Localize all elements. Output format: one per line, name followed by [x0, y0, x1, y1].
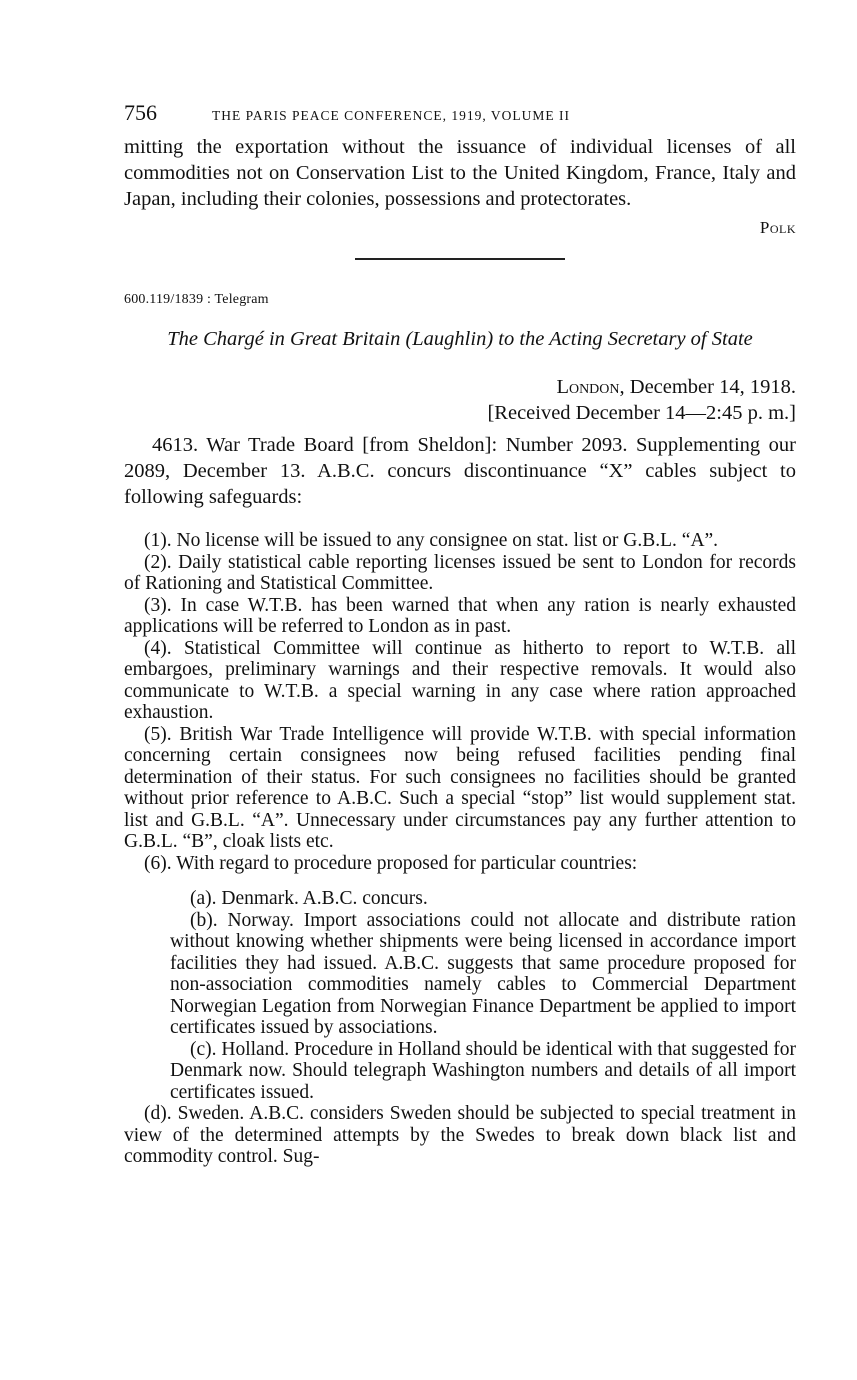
list-item: (2). Daily statistical cable reporting licenses issued be sent to London for records of Rationing and Statistical Committee.: [124, 551, 796, 594]
dateline: [124, 374, 796, 426]
running-head: THE PARIS PEACE CONFERENCE, 1919, VOLUME II: [212, 108, 571, 123]
list-item: (6). With regard to procedure proposed for particular countries:: [144, 852, 638, 874]
received-line: [Received December 14—2:45 p. m.]: [487, 401, 796, 424]
safeguards-list: [124, 530, 796, 874]
list-item: (a). Denmark. A.B.C. concurs.: [190, 888, 428, 909]
dateline-place: London,: [556, 375, 625, 398]
document-title: The Chargé in Great Britain (Laughlin) to the Acting Secretary of State: [167, 327, 753, 350]
list-item: (d). Sweden. A.B.C. considers Sweden should be subjected to special treatment in view of the determined attempts by the Swedes to break down black list and commodity control. Sug-: [124, 1103, 796, 1167]
page-number: 756: [124, 100, 157, 125]
list-item: (5). British War Trade Intelligence will provide W.T.B. with special information concerning certain consignees now being refused facilities pending final determination of their status. For such consignees no facilities should be granted without prior reference to A.B.C. Such a special “stop” list would supplement stat. list and G.B.L. “A”. Unnecessary under circumstances pay any further attention to G.B.L. “B”, cloak lists etc.: [124, 723, 796, 852]
continuation-paragraph: mitting the exportation without the issuance of individual licenses of all commodities not on Conservation List to the United Kingdom, France, Italy and Japan, including their colonies, possessions and protectorates.: [124, 136, 796, 210]
opening-paragraph: 4613. War Trade Board [from Sheldon]: Number 2093. Supplementing our 2089, December 13. A.B.C. concurs discontinuance “X” cables subject to following safeguards:: [124, 433, 796, 508]
countries-list: [170, 888, 796, 1039]
signature: Polk: [759, 218, 796, 237]
list-item: (3). In case W.T.B. has been warned that when any ration is nearly exhausted applications will be referred to London as in past.: [124, 594, 796, 637]
section-divider: [355, 258, 565, 260]
list-item: (b). Norway. Import associations could not allocate and distribute ration without knowing whether shipments were being licensed in accordance import facilities they had issued. A.B.C. suggests that same procedure proposed for non-association commodities namely cables to Commercial Department Norwegian Legation from Norwegian Finance Department be applied to import certificates issued by associations.: [170, 909, 796, 1038]
document-page: [124, 100, 796, 1168]
dateline-date: December 14, 1918.: [629, 375, 796, 398]
list-item: (1). No license will be issued to any consignee on stat. list or G.B.L. “A”.: [144, 530, 719, 551]
list-item: (4). Statistical Committee will continue as hitherto to report to W.T.B. all embargoes, preliminary warnings and their respective removals. It would also communicate to W.T.B. a special warning in any case where ration approached exhaustion.: [124, 637, 796, 723]
countries-list-final: [124, 1103, 796, 1168]
countries-list-continued: [170, 1039, 796, 1104]
file-reference: 600.119/1839 : Telegram: [124, 291, 269, 307]
list-item: (c). Holland. Procedure in Holland should be identical with that suggested for Denmark now. Should telegraph Washington numbers and details of all import certificates issued.: [170, 1038, 796, 1103]
page-header: [124, 100, 796, 134]
